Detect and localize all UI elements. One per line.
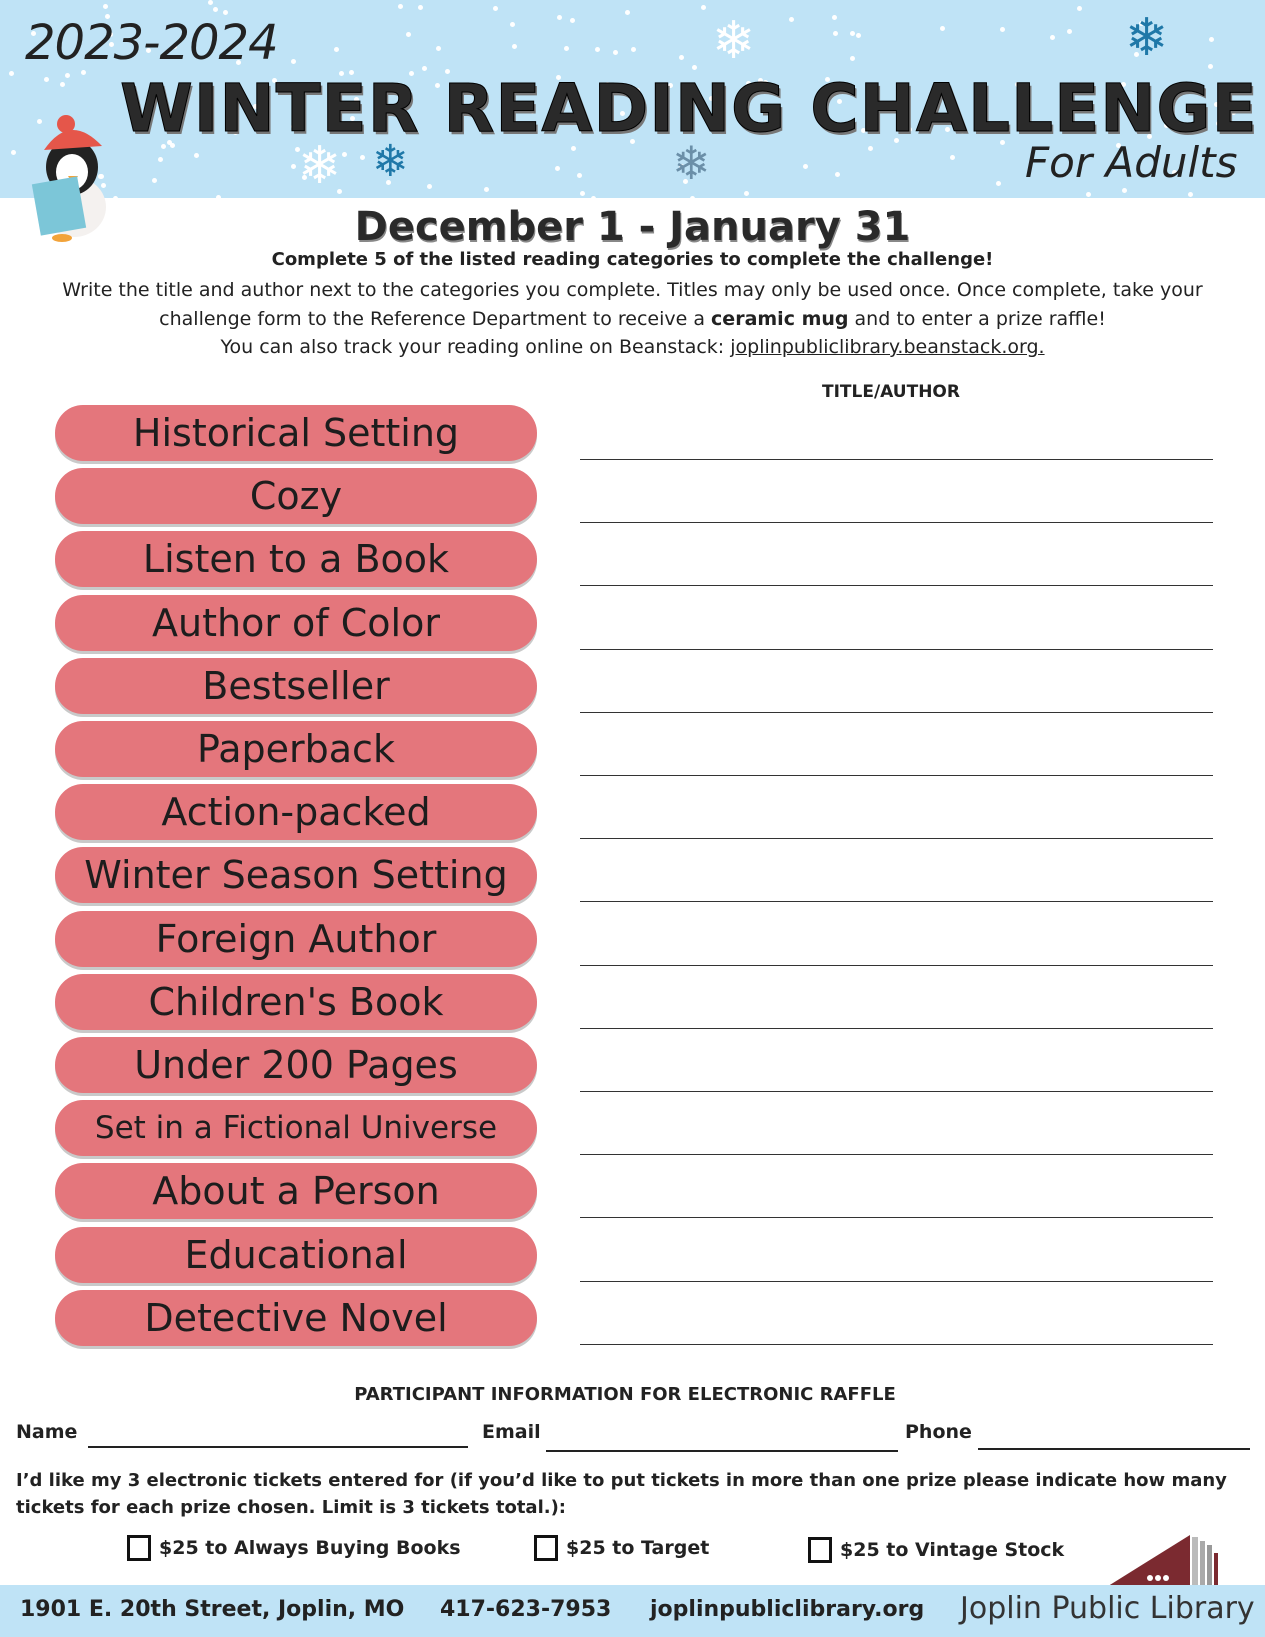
name-field[interactable] <box>88 1446 468 1448</box>
snow-dot <box>950 155 955 160</box>
snow-dot <box>81 70 86 75</box>
title-author-line[interactable] <box>580 712 1213 713</box>
title-author-line[interactable] <box>580 838 1213 839</box>
title-author-line[interactable] <box>580 585 1213 586</box>
snow-dot <box>631 47 636 52</box>
snow-dot <box>850 56 855 61</box>
snow-dot <box>208 0 213 5</box>
checkbox[interactable] <box>127 1535 151 1561</box>
snow-dot <box>591 196 596 198</box>
phone-field[interactable] <box>978 1448 1250 1450</box>
intro-text: and to enter a prize raffle! <box>848 308 1106 330</box>
snow-dot <box>291 164 296 169</box>
snow-dot <box>60 82 65 87</box>
snow-dot <box>690 196 695 198</box>
snow-dot <box>436 46 441 51</box>
title-author-header: TITLE/AUTHOR <box>822 382 960 402</box>
prize-option[interactable] <box>808 1537 1064 1563</box>
snow-dot <box>334 47 339 52</box>
footer-bar <box>0 1585 1265 1637</box>
snow-dot <box>1050 35 1055 40</box>
snow-dot <box>512 44 517 49</box>
footer-website[interactable]: joplinpubliclibrary.org <box>650 1597 925 1622</box>
snow-dot <box>398 4 403 9</box>
category-pill: Set in a Fictional Universe <box>55 1100 537 1156</box>
category-pill: Foreign Author <box>55 911 537 967</box>
snow-dot <box>564 46 569 51</box>
checkbox[interactable] <box>808 1537 832 1563</box>
snow-dot <box>493 6 498 11</box>
title-author-line[interactable] <box>580 1281 1213 1282</box>
snow-dot <box>360 155 365 160</box>
email-label: Email <box>482 1421 541 1443</box>
snow-dot <box>1077 6 1082 11</box>
title-author-line[interactable] <box>580 522 1213 523</box>
snow-dot <box>484 187 489 192</box>
category-pill: Winter Season Setting <box>55 847 537 903</box>
ticket-instructions: I’d like my 3 electronic tickets entered for (if you’d like to put tickets in more than one prize please indicate how many tickets for each prize chosen. Limit is 3 tickets total.): <box>16 1470 1227 1518</box>
snow-dot <box>213 7 218 12</box>
prize-option[interactable] <box>127 1535 461 1561</box>
category-pill: Bestseller <box>55 658 537 714</box>
snow-dot <box>789 17 794 22</box>
snow-dot <box>996 181 1001 186</box>
intro-beanstack-line <box>0 336 1265 358</box>
title-author-line[interactable] <box>580 901 1213 902</box>
snow-dot <box>803 164 808 169</box>
category-pill: Cozy <box>55 468 537 524</box>
snow-dot <box>1086 192 1091 197</box>
snow-dot <box>11 150 16 155</box>
snowflake-icon: ❄ <box>372 136 409 187</box>
name-label: Name <box>16 1421 78 1443</box>
category-pill: About a Person <box>55 1163 537 1219</box>
prize-option[interactable] <box>534 1535 709 1561</box>
raffle-section-title: PARTICIPANT INFORMATION FOR ELECTRONIC RAFFLE <box>354 1384 896 1405</box>
library-logo-icon <box>1100 1533 1240 1588</box>
category-pill: Under 200 Pages <box>55 1037 537 1093</box>
challenge-title: WINTER READING CHALLENGE <box>120 70 1258 147</box>
title-author-line[interactable] <box>580 1028 1213 1029</box>
snow-dot <box>158 157 163 162</box>
snow-dot <box>216 195 221 198</box>
snow-dot <box>744 191 749 196</box>
category-pill: Author of Color <box>55 595 537 651</box>
snow-dot <box>1188 192 1193 197</box>
checkbox[interactable] <box>534 1535 558 1561</box>
title-author-line[interactable] <box>580 775 1213 776</box>
snow-dot <box>833 31 838 36</box>
snowflake-icon: ❄ <box>672 136 711 190</box>
snow-dot <box>406 32 411 37</box>
email-field[interactable] <box>546 1450 898 1452</box>
category-pill: Children's Book <box>55 974 537 1030</box>
beanstack-link[interactable]: joplinpubliclibrary.beanstack.org. <box>730 336 1045 358</box>
snow-dot <box>613 50 618 55</box>
snow-dot <box>701 5 706 10</box>
snow-dot <box>571 146 576 151</box>
header-banner <box>0 0 1265 198</box>
snow-dot <box>595 47 600 52</box>
category-pill: Historical Setting <box>55 405 537 461</box>
snow-dot <box>1208 64 1213 69</box>
title-author-line[interactable] <box>580 1217 1213 1218</box>
intro-headline: Complete 5 of the listed reading categories to complete the challenge! <box>271 249 994 270</box>
snow-dot <box>152 178 157 183</box>
title-author-line[interactable] <box>580 1344 1213 1345</box>
category-pill: Listen to a Book <box>55 531 537 587</box>
title-author-line[interactable] <box>580 1154 1213 1155</box>
snow-dot <box>940 26 945 31</box>
prize-mug: ceramic mug <box>711 308 849 330</box>
challenge-dates: December 1 - January 31 <box>354 204 911 250</box>
library-name: Joplin Public Library <box>960 1591 1255 1626</box>
snow-dot <box>103 4 108 9</box>
snow-dot <box>291 59 296 64</box>
title-author-line[interactable] <box>580 1091 1213 1092</box>
snow-dot <box>427 184 432 189</box>
intro-text: challenge form to the Reference Department to receive a <box>159 308 712 330</box>
snow-dot <box>856 33 861 38</box>
snow-dot <box>577 173 582 178</box>
snowflake-icon: ❄ <box>298 136 342 196</box>
snow-dot <box>65 73 70 78</box>
snowflake-icon: ❄ <box>1125 8 1169 68</box>
footer-phone: 417-623-7953 <box>440 1597 612 1622</box>
snow-dot <box>9 71 14 76</box>
snow-dot <box>850 31 855 36</box>
snow-dot <box>580 191 585 196</box>
footer-address: 1901 E. 20th Street, Joplin, MO <box>20 1597 405 1622</box>
snow-dot <box>510 22 515 27</box>
intro-prize-line <box>0 308 1265 330</box>
snow-dot <box>1067 29 1072 34</box>
snow-dot <box>625 10 630 15</box>
category-pill: Detective Novel <box>55 1290 537 1346</box>
snow-dot <box>835 172 840 177</box>
category-pill: Action-packed <box>55 784 537 840</box>
snow-dot <box>679 55 684 60</box>
snowflake-icon: ❄ <box>712 11 756 71</box>
title-author-line[interactable] <box>580 649 1213 650</box>
title-author-line[interactable] <box>580 459 1213 460</box>
snow-dot <box>555 166 560 171</box>
snow-dot <box>44 77 49 82</box>
year: 2023-2024 <box>25 15 278 71</box>
snow-dot <box>342 152 347 157</box>
snow-dot <box>832 15 837 20</box>
snow-dot <box>194 153 199 158</box>
snow-dot <box>557 15 562 20</box>
prize-label: $25 to Target <box>566 1537 710 1559</box>
intro-instructions: Write the title and author next to the categories you complete. Titles may only be used once. Once complete, take your <box>62 279 1203 301</box>
snow-dot <box>1122 188 1127 193</box>
intro-text: You can also track your reading online on Beanstack: <box>220 336 731 358</box>
category-pill: Educational <box>55 1227 537 1283</box>
snow-dot <box>1000 27 1005 32</box>
prize-label: $25 to Vintage Stock <box>840 1539 1065 1561</box>
category-pill: Paperback <box>55 721 537 777</box>
phone-label: Phone <box>905 1421 972 1443</box>
snow-dot <box>570 18 575 23</box>
prize-label: $25 to Always Buying Books <box>159 1537 461 1559</box>
snow-dot <box>1209 37 1214 42</box>
title-author-line[interactable] <box>580 965 1213 966</box>
audience-subtitle: For Adults <box>1025 138 1238 187</box>
snow-dot <box>418 5 423 10</box>
